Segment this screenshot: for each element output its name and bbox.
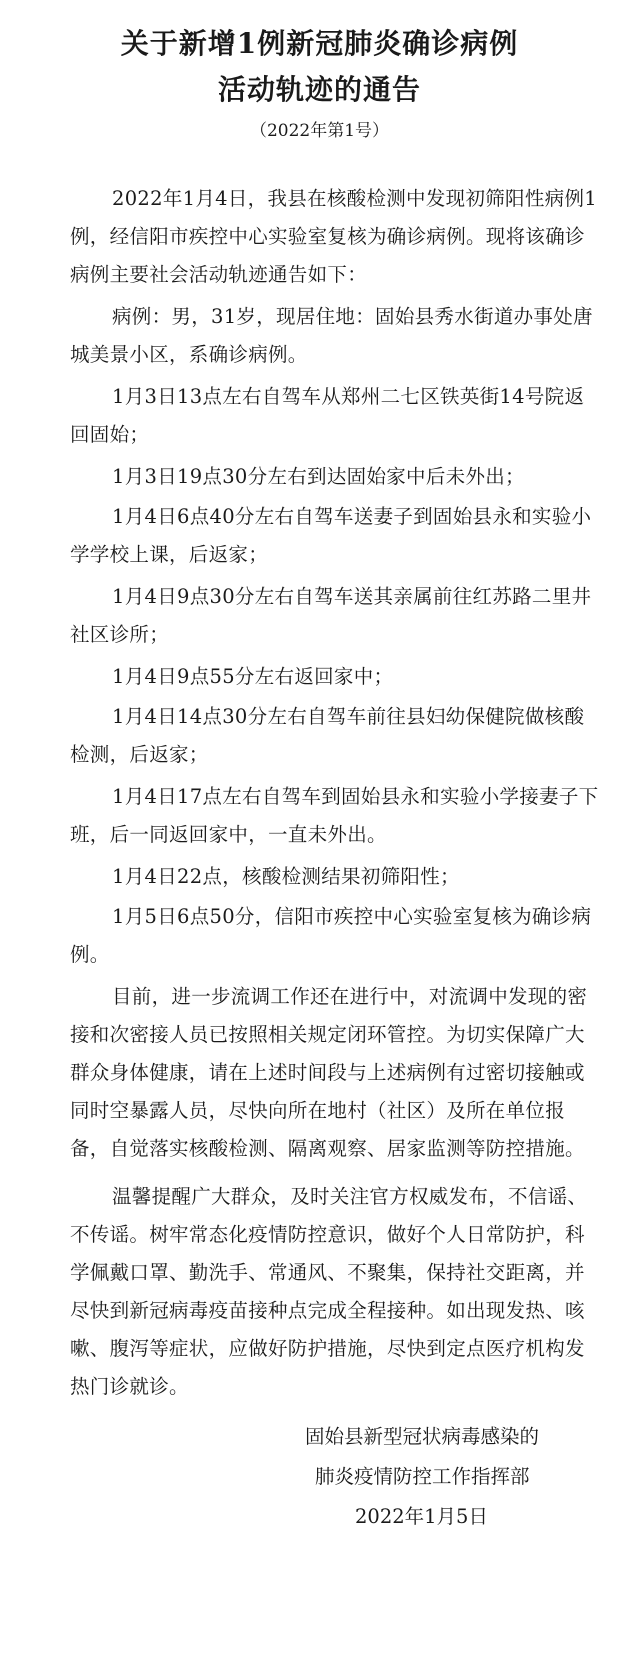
paragraph-investigation: 目前，进一步流调工作还在进行中，对流调中发现的密接和次密接人员已按照相关规定闭环管控。为切实保障广大群众身体健康，请在上述时间段与上述病例有过密切接触或同时空暴露人员，尽快向所在地村（社区）及所在单位报备，自觉落实核酸检测、隔离观察、居家监测等防控措施。 xyxy=(70,985,588,1160)
signature-org-line-1: 固始县新型冠状病毒感染的 xyxy=(305,1425,540,1448)
paragraph-track-2: 1月3日19点30分左右到达固始家中后未外出； xyxy=(112,465,525,488)
paragraph-track-5: 1月4日9点55分左右返回家中； xyxy=(112,665,394,688)
paragraph-track-3: 1月4日6点40分左右自驾车送妻子到固始县永和实验小学学校上课，后返家； xyxy=(70,505,592,566)
paragraph-track-4: 1月4日9点30分左右自驾车送其亲属前往红苏路二里井社区诊所； xyxy=(70,585,592,646)
document-number: （2022年第1号） xyxy=(249,121,390,141)
title-line-2: 活动轨迹的通告 xyxy=(217,73,421,106)
signature-date: 2022年1月5日 xyxy=(355,1505,488,1528)
paragraph-reminder: 温馨提醒广大群众，及时关注官方权威发布，不信谣、不传谣。树牢常态化疫情防控意识，做好个人日常防护，科学佩戴口罩、勤洗手、常通风、不聚集，保持社交距离，并尽快到新冠病毒疫苗接种点完成全程接种。如出现发热、咳嗽、腹泻等症状，应做好防护措施，尽快到定点医疗机构发热门诊就诊。 xyxy=(70,1185,588,1398)
paragraph-track-8: 1月4日22点，核酸检测结果初筛阳性； xyxy=(112,865,460,888)
paragraph-track-9: 1月5日6点50分，信阳市疾控中心实验室复核为确诊病例。 xyxy=(70,905,592,966)
title-line-1: 关于新增1例新冠肺炎确诊病例 xyxy=(120,27,519,60)
paragraph-case-info: 病例：男，31岁，现居住地：固始县秀水街道办事处唐城美景小区，系确诊病例。 xyxy=(70,305,593,366)
paragraph-track-6: 1月4日14点30分左右自驾车前往县妇幼保健院做核酸检测，后返家； xyxy=(70,705,585,766)
paragraph-intro: 2022年1月4日，我县在核酸检测中发现初筛阳性病例1例，经信阳市疾控中心实验室复核为确诊病例。现将该确诊病例主要社会活动轨迹通告如下： xyxy=(70,187,597,286)
paragraph-track-7: 1月4日17点左右自驾车到固始县永和实验小学接妻子下班，后一同返回家中，一直未外出。 xyxy=(70,785,599,846)
signature-org-line-2: 肺炎疫情防控工作指挥部 xyxy=(315,1465,530,1488)
paragraph-track-1: 1月3日13点左右自驾车从郑州二七区铁英街14号院返回固始； xyxy=(70,385,585,446)
